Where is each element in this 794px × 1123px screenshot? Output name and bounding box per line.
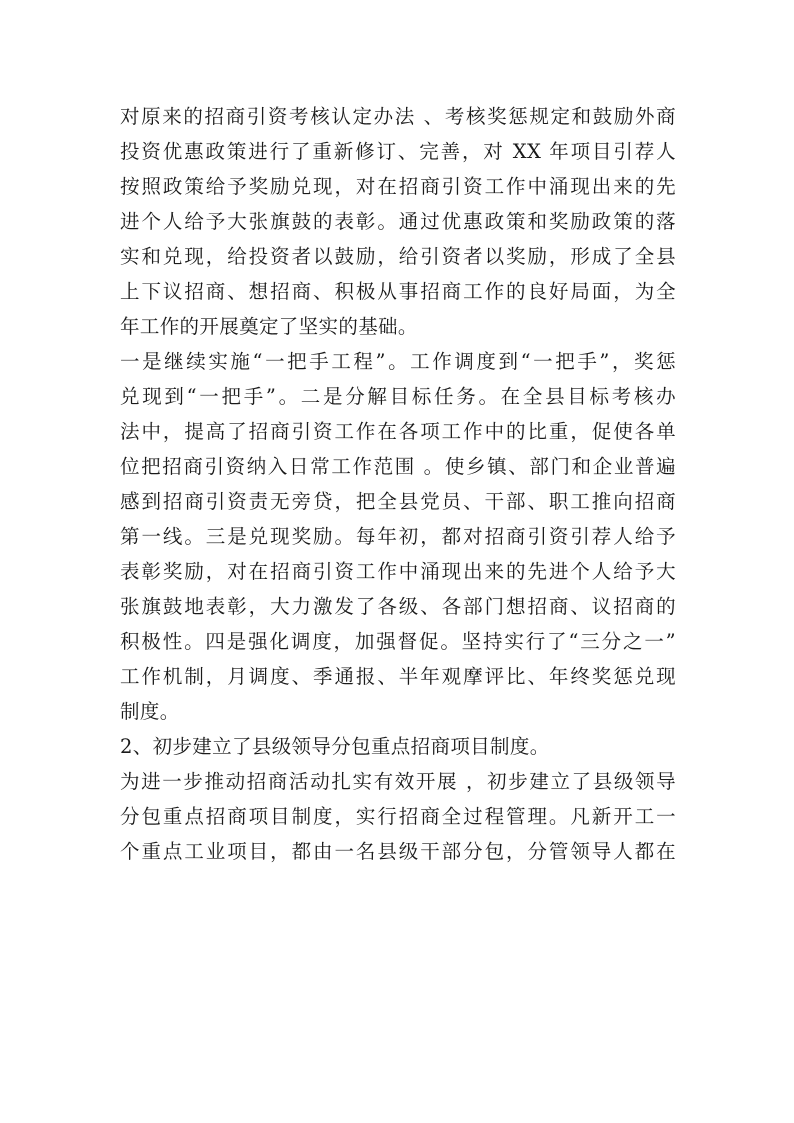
text-line: 制度。 [120,700,180,723]
text-line: 年工作的开展奠定了坚实的基础。 [120,315,418,338]
text-line: 法中，提高了招商引资工作在各项工作中的比重，促使各单 [120,420,676,443]
text-line: 感到招商引资责无旁贷，把全县党员、干部、职工推向招商 [120,490,676,513]
text-line: 上下议招商、想招商、积极从事招商工作的良好局面，为全 [120,280,676,303]
text-line: 积极性。四是强化调度，加强督促。坚持实行了“三分之一” [120,630,676,653]
text-line: 第一线。三是兑现奖励。每年初，都对招商引资引荐人给予 [120,525,676,548]
text-line: 表彰奖励，对在招商引资工作中涌现出来的先进个人给予大 [120,560,676,583]
text-line: 分包重点招商项目制度，实行招商全过程管理。凡新开工一 [120,805,676,828]
text-line: 一是继续实施“一把手工程”。工作调度到“一把手”，奖惩 [120,350,676,373]
text-line: 工作机制，月调度、季通报、半年观摩评比、年终奖惩兑现 [120,665,676,688]
text-line: 按照政策给予奖励兑现，对在招商引资工作中涌现出来的先 [120,175,676,198]
text-line: 个重点工业项目，都由一名县级干部分包，分管领导人都在 [120,840,676,863]
text-line: 位把招商引资纳入日常工作范围 。使乡镇、部门和企业普遍 [120,455,676,478]
text-line: 对原来的招商引资考核认定办法 、考核奖惩规定和鼓励外商 [120,105,676,128]
text-line: 进个人给予大张旗鼓的表彰。通过优惠政策和奖励政策的落 [120,210,676,233]
text-line: 实和兑现，给投资者以鼓励，给引资者以奖励，形成了全县 [120,245,676,268]
text-line: 投资优惠政策进行了重新修订、完善，对 XX 年项目引荐人 [120,140,676,163]
document-body [120,99,676,869]
section-heading: 2、初步建立了县级领导分包重点招商项目制度。 [120,735,550,758]
text-line: 张旗鼓地表彰，大力激发了各级、各部门想招商、议招商的 [120,595,676,618]
text-line: 为进一步推动招商活动扎实有效开展 ，初步建立了县级领导 [120,770,676,793]
text-line: 兑现到“一把手”。二是分解目标任务。在全县目标考核办 [120,385,676,408]
